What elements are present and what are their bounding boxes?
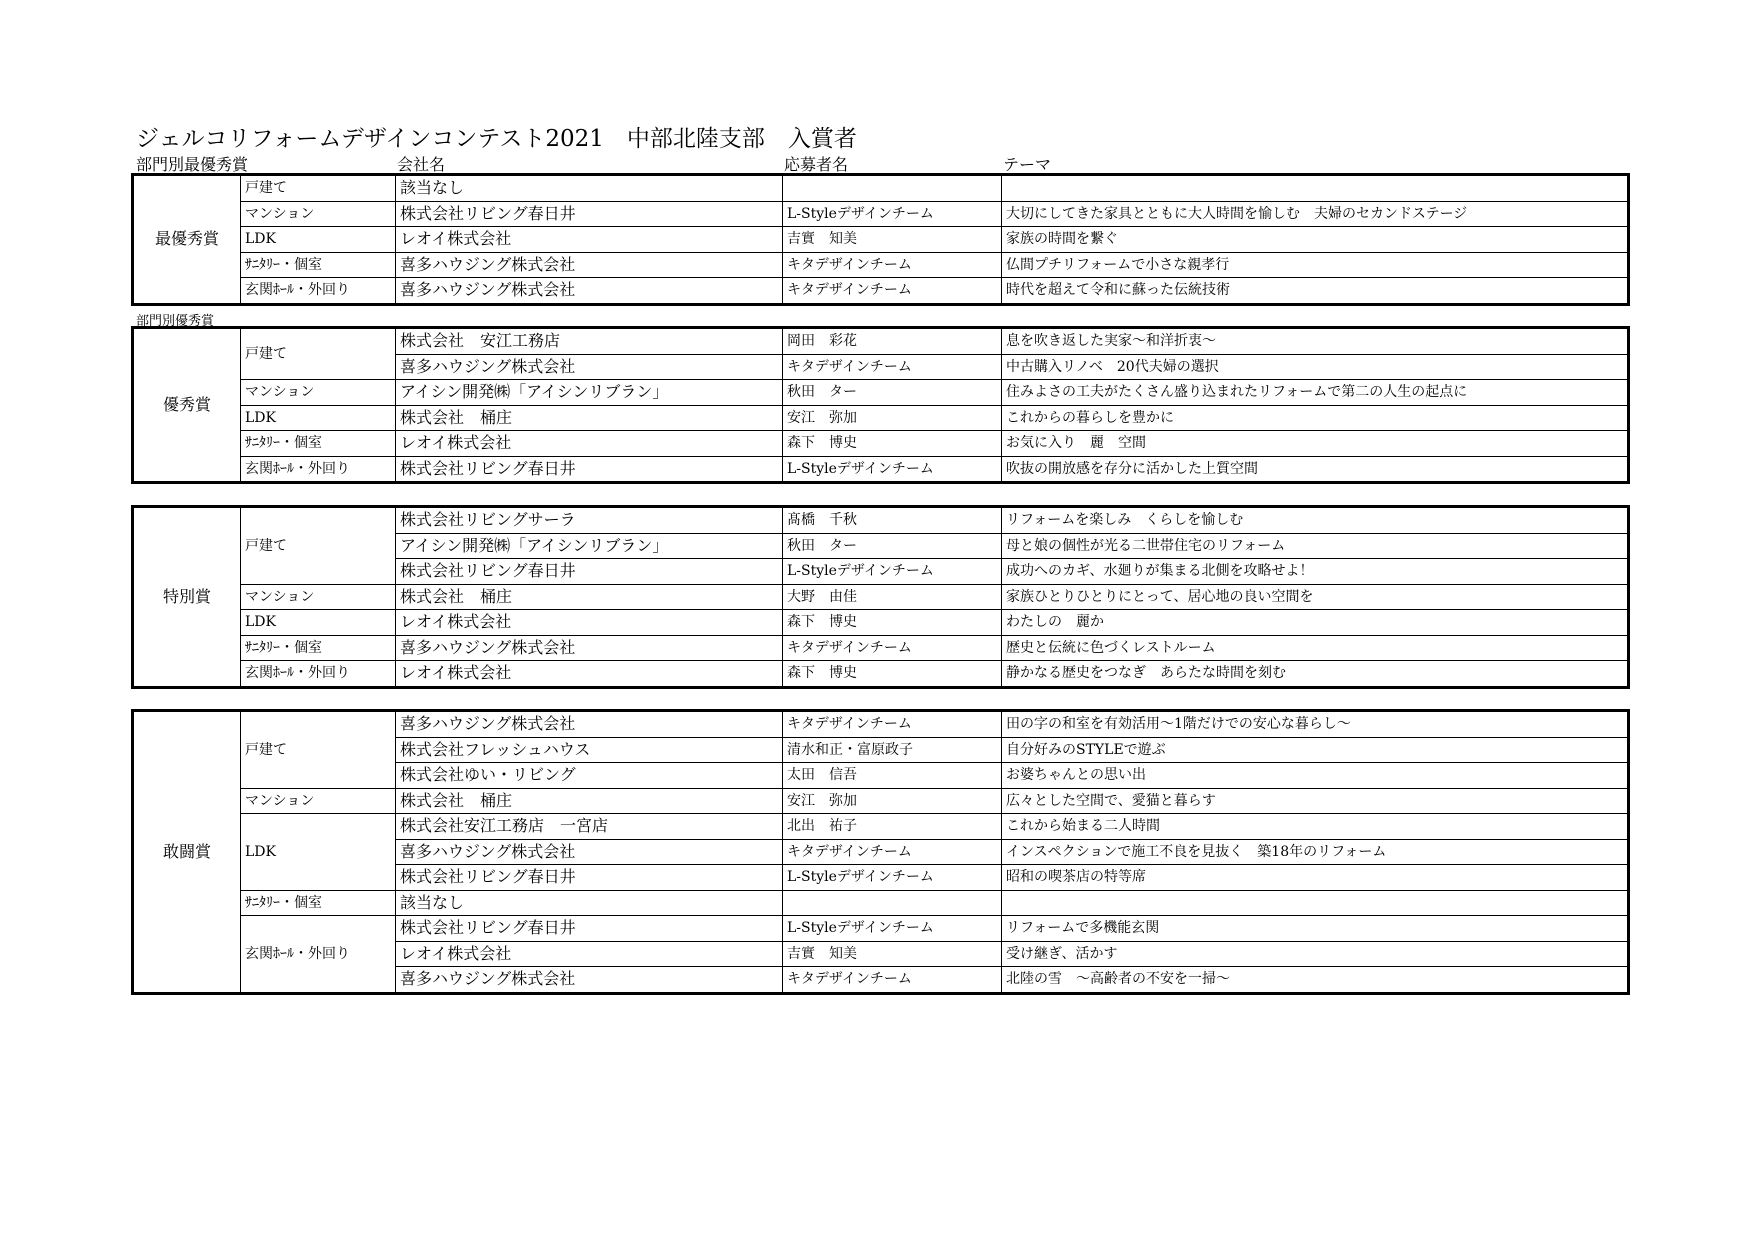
award-table — [133, 711, 1628, 993]
award-table — [133, 507, 1628, 687]
theme-cell: 家族の時間を繋ぐ — [1002, 227, 1628, 253]
company-cell: 株式会社安江工務店 一宮店 — [396, 814, 783, 840]
applicant-cell: キタデザインチーム — [783, 354, 1002, 380]
company-cell: 喜多ハウジング株式会社 — [396, 635, 783, 661]
category-cell: 戸建て — [241, 508, 396, 585]
theme-cell: お婆ちゃんとの思い出 — [1002, 763, 1628, 789]
applicant-cell — [783, 176, 1002, 202]
theme-cell: 大切にしてきた家具とともに大人時間を愉しむ 夫婦のセカンドステージ — [1002, 201, 1628, 227]
table-row — [134, 329, 1628, 355]
company-cell: レオイ株式会社 — [396, 610, 783, 636]
company-cell: 株式会社 桶庄 — [396, 788, 783, 814]
category-cell: 玄関ﾎｰﾙ・外回り — [241, 278, 396, 304]
theme-cell: 静かなる歴史をつなぎ あらたな時間を刻む — [1002, 661, 1628, 687]
applicant-cell: L-Styleデザインチーム — [783, 456, 1002, 482]
table-row — [134, 584, 1628, 610]
applicant-cell: 秋田 ター — [783, 380, 1002, 406]
company-cell: 該当なし — [396, 176, 783, 202]
category-cell: LDK — [241, 405, 396, 431]
theme-cell: お気に入り 麗 空間 — [1002, 431, 1628, 457]
table-row — [134, 201, 1628, 227]
company-cell: 株式会社 桶庄 — [396, 584, 783, 610]
theme-cell: 息を吹き返した実家～和洋折衷～ — [1002, 329, 1628, 355]
theme-cell: 中古購入リノベ 20代夫婦の選択 — [1002, 354, 1628, 380]
category-cell: LDK — [241, 814, 396, 891]
applicant-cell: 髙橋 千秋 — [783, 508, 1002, 534]
theme-cell: 仏間プチリフォームで小さな親孝行 — [1002, 252, 1628, 278]
theme-cell: 住みよさの工夫がたくさん盛り込まれたリフォームで第二の人生の起点に — [1002, 380, 1628, 406]
applicant-cell: キタデザインチーム — [783, 252, 1002, 278]
category-cell: ｻﾆﾀﾘｰ・個室 — [241, 890, 396, 916]
category-cell: LDK — [241, 610, 396, 636]
company-cell: 株式会社リビング春日井 — [396, 456, 783, 482]
theme-cell: これからの暮らしを豊かに — [1002, 405, 1628, 431]
table-row — [134, 788, 1628, 814]
section-label-second: 部門別優秀賞 — [136, 314, 215, 329]
table-row — [134, 508, 1628, 534]
applicant-cell: 太田 信吾 — [783, 763, 1002, 789]
applicant-cell — [783, 890, 1002, 916]
company-cell: 株式会社ゆい・リビング — [396, 763, 783, 789]
applicant-cell: キタデザインチーム — [783, 635, 1002, 661]
theme-cell: 受け継ぎ、活かす — [1002, 941, 1628, 967]
applicant-cell: 吉實 知美 — [783, 227, 1002, 253]
award-name-cell: 最優秀賞 — [134, 176, 241, 304]
category-cell: 玄関ﾎｰﾙ・外回り — [241, 661, 396, 687]
applicant-cell: 岡田 彩花 — [783, 329, 1002, 355]
table-row — [134, 380, 1628, 406]
applicant-cell: 大野 由佳 — [783, 584, 1002, 610]
company-cell: レオイ株式会社 — [396, 431, 783, 457]
theme-cell: 時代を超えて令和に蘇った伝統技術 — [1002, 278, 1628, 304]
category-cell: ｻﾆﾀﾘｰ・個室 — [241, 431, 396, 457]
section-label-top: 部門別最優秀賞 — [136, 155, 249, 174]
company-cell: レオイ株式会社 — [396, 661, 783, 687]
category-cell: LDK — [241, 227, 396, 253]
table-row — [134, 814, 1628, 840]
company-cell: 喜多ハウジング株式会社 — [396, 839, 783, 865]
company-cell: 株式会社リビングサーラ — [396, 508, 783, 534]
table-row — [134, 712, 1628, 738]
applicant-cell: 森下 博史 — [783, 661, 1002, 687]
category-cell: 戸建て — [241, 712, 396, 789]
company-cell: アイシン開発㈱「アイシンリブラン」 — [396, 380, 783, 406]
table-row — [134, 405, 1628, 431]
applicant-cell: キタデザインチーム — [783, 839, 1002, 865]
applicant-cell: 森下 博史 — [783, 610, 1002, 636]
applicant-cell: L-Styleデザインチーム — [783, 865, 1002, 891]
theme-cell: 吹抜の開放感を存分に活かした上質空間 — [1002, 456, 1628, 482]
applicant-cell: L-Styleデザインチーム — [783, 201, 1002, 227]
company-cell: 株式会社 桶庄 — [396, 405, 783, 431]
company-cell: 喜多ハウジング株式会社 — [396, 712, 783, 738]
company-cell: 株式会社フレッシュハウス — [396, 737, 783, 763]
applicant-cell: 秋田 ター — [783, 533, 1002, 559]
table-row — [134, 610, 1628, 636]
theme-cell: 家族ひとりひとりにとって、居心地の良い空間を — [1002, 584, 1628, 610]
applicant-cell: L-Styleデザインチーム — [783, 916, 1002, 942]
applicant-cell: キタデザインチーム — [783, 967, 1002, 993]
applicant-cell: L-Styleデザインチーム — [783, 559, 1002, 585]
theme-cell: 昭和の喫茶店の特等席 — [1002, 865, 1628, 891]
award-table — [133, 328, 1628, 482]
theme-cell: リフォームを楽しみ くらしを愉しむ — [1002, 508, 1628, 534]
table-row — [134, 661, 1628, 687]
company-cell: レオイ株式会社 — [396, 941, 783, 967]
table-row — [134, 431, 1628, 457]
table-row — [134, 176, 1628, 202]
applicant-cell: キタデザインチーム — [783, 712, 1002, 738]
document-title: ジェルコリフォームデザインコンテスト2021 中部北陸支部 入賞者 — [136, 126, 857, 152]
company-cell: 株式会社リビング春日井 — [396, 201, 783, 227]
award-name-cell: 優秀賞 — [134, 329, 241, 482]
theme-cell — [1002, 176, 1628, 202]
category-cell: ｻﾆﾀﾘｰ・個室 — [241, 252, 396, 278]
applicant-cell: 吉實 知美 — [783, 941, 1002, 967]
category-cell: マンション — [241, 201, 396, 227]
table-row — [134, 916, 1628, 942]
category-cell: マンション — [241, 788, 396, 814]
theme-cell: 広々とした空間で、愛猫と暮らす — [1002, 788, 1628, 814]
theme-cell: 北陸の雪 ～高齢者の不安を一掃～ — [1002, 967, 1628, 993]
theme-cell: 自分好みのSTYLEで遊ぶ — [1002, 737, 1628, 763]
category-cell: 戸建て — [241, 329, 396, 380]
award-name-cell: 特別賞 — [134, 508, 241, 687]
company-cell: 該当なし — [396, 890, 783, 916]
table-row — [134, 278, 1628, 304]
theme-cell: インスペクションで施工不良を見抜く 築18年のリフォーム — [1002, 839, 1628, 865]
applicant-cell: 清水和正・富原政子 — [783, 737, 1002, 763]
theme-cell: リフォームで多機能玄関 — [1002, 916, 1628, 942]
table-row — [134, 890, 1628, 916]
table-row — [134, 252, 1628, 278]
applicant-cell: 北出 祐子 — [783, 814, 1002, 840]
company-cell: 株式会社リビング春日井 — [396, 916, 783, 942]
table-row — [134, 227, 1628, 253]
theme-cell: 田の字の和室を有効活用～1階だけでの安心な暮らし～ — [1002, 712, 1628, 738]
theme-cell — [1002, 890, 1628, 916]
company-cell: 株式会社 安江工務店 — [396, 329, 783, 355]
applicant-cell: キタデザインチーム — [783, 278, 1002, 304]
applicant-cell: 安江 弥加 — [783, 788, 1002, 814]
column-header-theme: テーマ — [1003, 155, 1052, 174]
company-cell: 喜多ハウジング株式会社 — [396, 967, 783, 993]
company-cell: 喜多ハウジング株式会社 — [396, 252, 783, 278]
theme-cell: わたしの 麗か — [1002, 610, 1628, 636]
applicant-cell: 森下 博史 — [783, 431, 1002, 457]
company-cell: 喜多ハウジング株式会社 — [396, 278, 783, 304]
award-table — [133, 175, 1628, 304]
company-cell: アイシン開発㈱「アイシンリブラン」 — [396, 533, 783, 559]
category-cell: 玄関ﾎｰﾙ・外回り — [241, 456, 396, 482]
theme-cell: これから始まる二人時間 — [1002, 814, 1628, 840]
category-cell: ｻﾆﾀﾘｰ・個室 — [241, 635, 396, 661]
company-cell: 喜多ハウジング株式会社 — [396, 354, 783, 380]
applicant-cell: 安江 弥加 — [783, 405, 1002, 431]
category-cell: マンション — [241, 584, 396, 610]
theme-cell: 成功へのカギ、水廻りが集まる北側を攻略せよ！ — [1002, 559, 1628, 585]
category-cell: マンション — [241, 380, 396, 406]
category-cell: 玄関ﾎｰﾙ・外回り — [241, 916, 396, 993]
table-row — [134, 635, 1628, 661]
category-cell: 戸建て — [241, 176, 396, 202]
theme-cell: 母と娘の個性が光る二世帯住宅のリフォーム — [1002, 533, 1628, 559]
award-name-cell: 敢闘賞 — [134, 712, 241, 993]
theme-cell: 歴史と伝統に色づくレストルーム — [1002, 635, 1628, 661]
company-cell: 株式会社リビング春日井 — [396, 559, 783, 585]
column-header-applicant: 応募者名 — [784, 155, 849, 174]
company-cell: 株式会社リビング春日井 — [396, 865, 783, 891]
company-cell: レオイ株式会社 — [396, 227, 783, 253]
column-header-company: 会社名 — [397, 155, 446, 174]
table-row — [134, 456, 1628, 482]
